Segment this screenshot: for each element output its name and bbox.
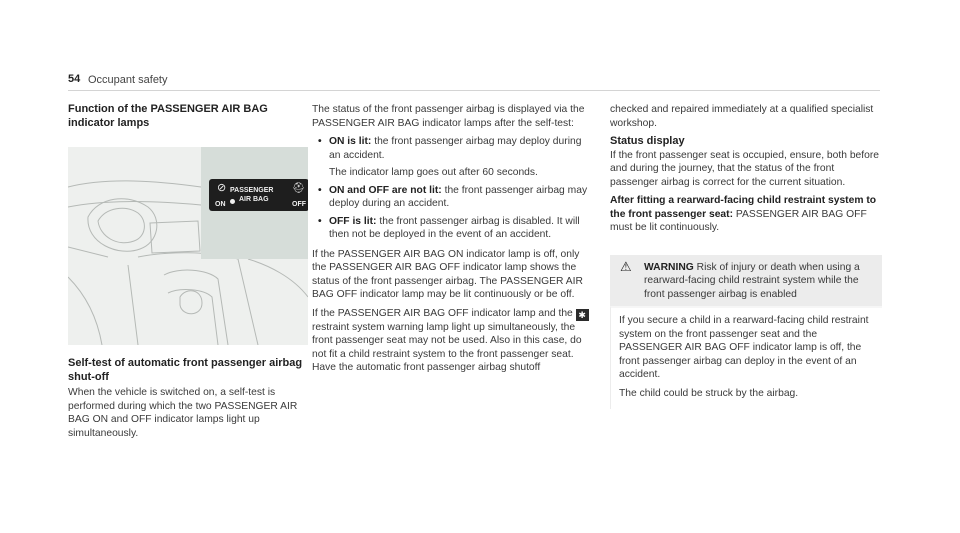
indicator-dot [230,199,235,204]
passenger-airbag-panel [209,179,308,211]
warning-body [610,306,882,409]
selftest-heading: Self-test of automatic front passenger airbag shut-off [68,357,303,383]
warning-label: WARNING [644,261,694,273]
warning-triangle-icon: ⚠ [620,258,632,274]
status-display-text: If the front passenger seat is occupied, ensure, both before and during the journey, that the status of the front passenger airbag is correct for the current situation. [610,149,880,188]
bullet-label: OFF is lit: [329,215,377,227]
after-fitting-heading: After fitting a rearward-facing child restraint system to the front passenger seat: [610,195,877,220]
airbag-crossed-icon: ⊘ [217,182,227,194]
page-number: 54 [68,73,81,85]
warning-header [610,255,882,307]
warning-box [610,255,882,410]
continued-text: checked and repaired immediately at a qualified specialist workshop. [610,104,874,129]
warning-body-text: The child could be struck by the airbag. [619,387,799,399]
column-2 [312,103,592,380]
status-bullet-list [312,135,592,242]
column-3 [610,103,882,409]
bullet-label: ON and OFF are not lit: [329,184,442,196]
bullet-label: ON is lit: [329,136,372,147]
selftest-text: When the vehicle is switched on, a self-test is performed during which the two PASSENGER AIR BAG ON and OFF indicator lamps light up simultaneously. [68,387,298,439]
restraint-system-warning-icon: ✱ [576,309,589,321]
bullet-on-off-not-lit: • ON and OFF are not lit: the front passenger airbag may deploy during an accident. [318,184,588,209]
bullet-text: the front passenger airbag may deploy during an accident. [329,184,588,209]
warning-body-text: If you secure a child in a rearward-facing child restraint system on the front passenger seat and the PASSENGER AIR BAG OFF indicator lamp is off, the front passenger airbag can deploy in the event of an accident. [619,315,869,380]
bullet-off-lit: • OFF is lit: the front passenger airbag is disabled. It will then not be deployed in the event of an accident. [318,215,580,240]
status-intro: The status of the front passenger airbag is displayed via the PASSENGER AIR BAG indicator lamps after the self-test: [312,104,585,129]
warning-title: Risk of injury or death when using a rearward-facing child restraint system while the front passenger airbag is enabled [644,261,860,300]
dashboard-figure [68,147,308,345]
panel-label-on: ON [215,201,226,208]
panel-label-airbag: AIR BAG [239,196,269,203]
panel-label-off: OFF [292,201,306,208]
header-divider [68,90,880,91]
paragraph-restraint-warning: If the PASSENGER AIR BAG OFF indicator lamp and the ✱ restraint system warning lamp light up simultaneously, the front passenger seat may not be used. Also in this case, do not fit a child restraint system to the front passenger seat. Have the automatic front passenger airbag shutoff [312,307,592,375]
after-fitting-text: PASSENGER AIR BAG OFF must be lit continuously. [610,208,867,233]
page-header [68,70,880,90]
child-seat-icon: ⛑ [292,183,305,194]
paragraph-on-off: If the PASSENGER AIR BAG ON indicator lamp is off, only the PASSENGER AIR BAG OFF indicator lamp shows the status of the front passenger airbag. The PASSENGER AIR BAG OFF indicator lamp may be lit continuously or be off. [312,248,583,300]
bullet-extra: The indicator lamp goes out after 60 seconds. [329,167,538,178]
after-fitting-paragraph [610,194,882,235]
column-1 [68,103,308,445]
bullet-text: the front passenger airbag is disabled. It will then not be deployed in the event of an accident. [329,215,580,240]
function-heading: Function of the PASSENGER AIR BAG indicator lamps [68,103,268,129]
bullet-text: the front passenger airbag may deploy during an accident. [329,136,582,161]
section-title: Occupant safety [88,74,168,86]
bullet-on-lit: • ON is lit: the front passenger airbag may deploy during an accident. The indicator lamp goes out after 60 seconds. [312,135,592,180]
panel-label-passenger: PASSENGER [230,187,274,194]
status-display-heading: Status display [610,135,685,147]
